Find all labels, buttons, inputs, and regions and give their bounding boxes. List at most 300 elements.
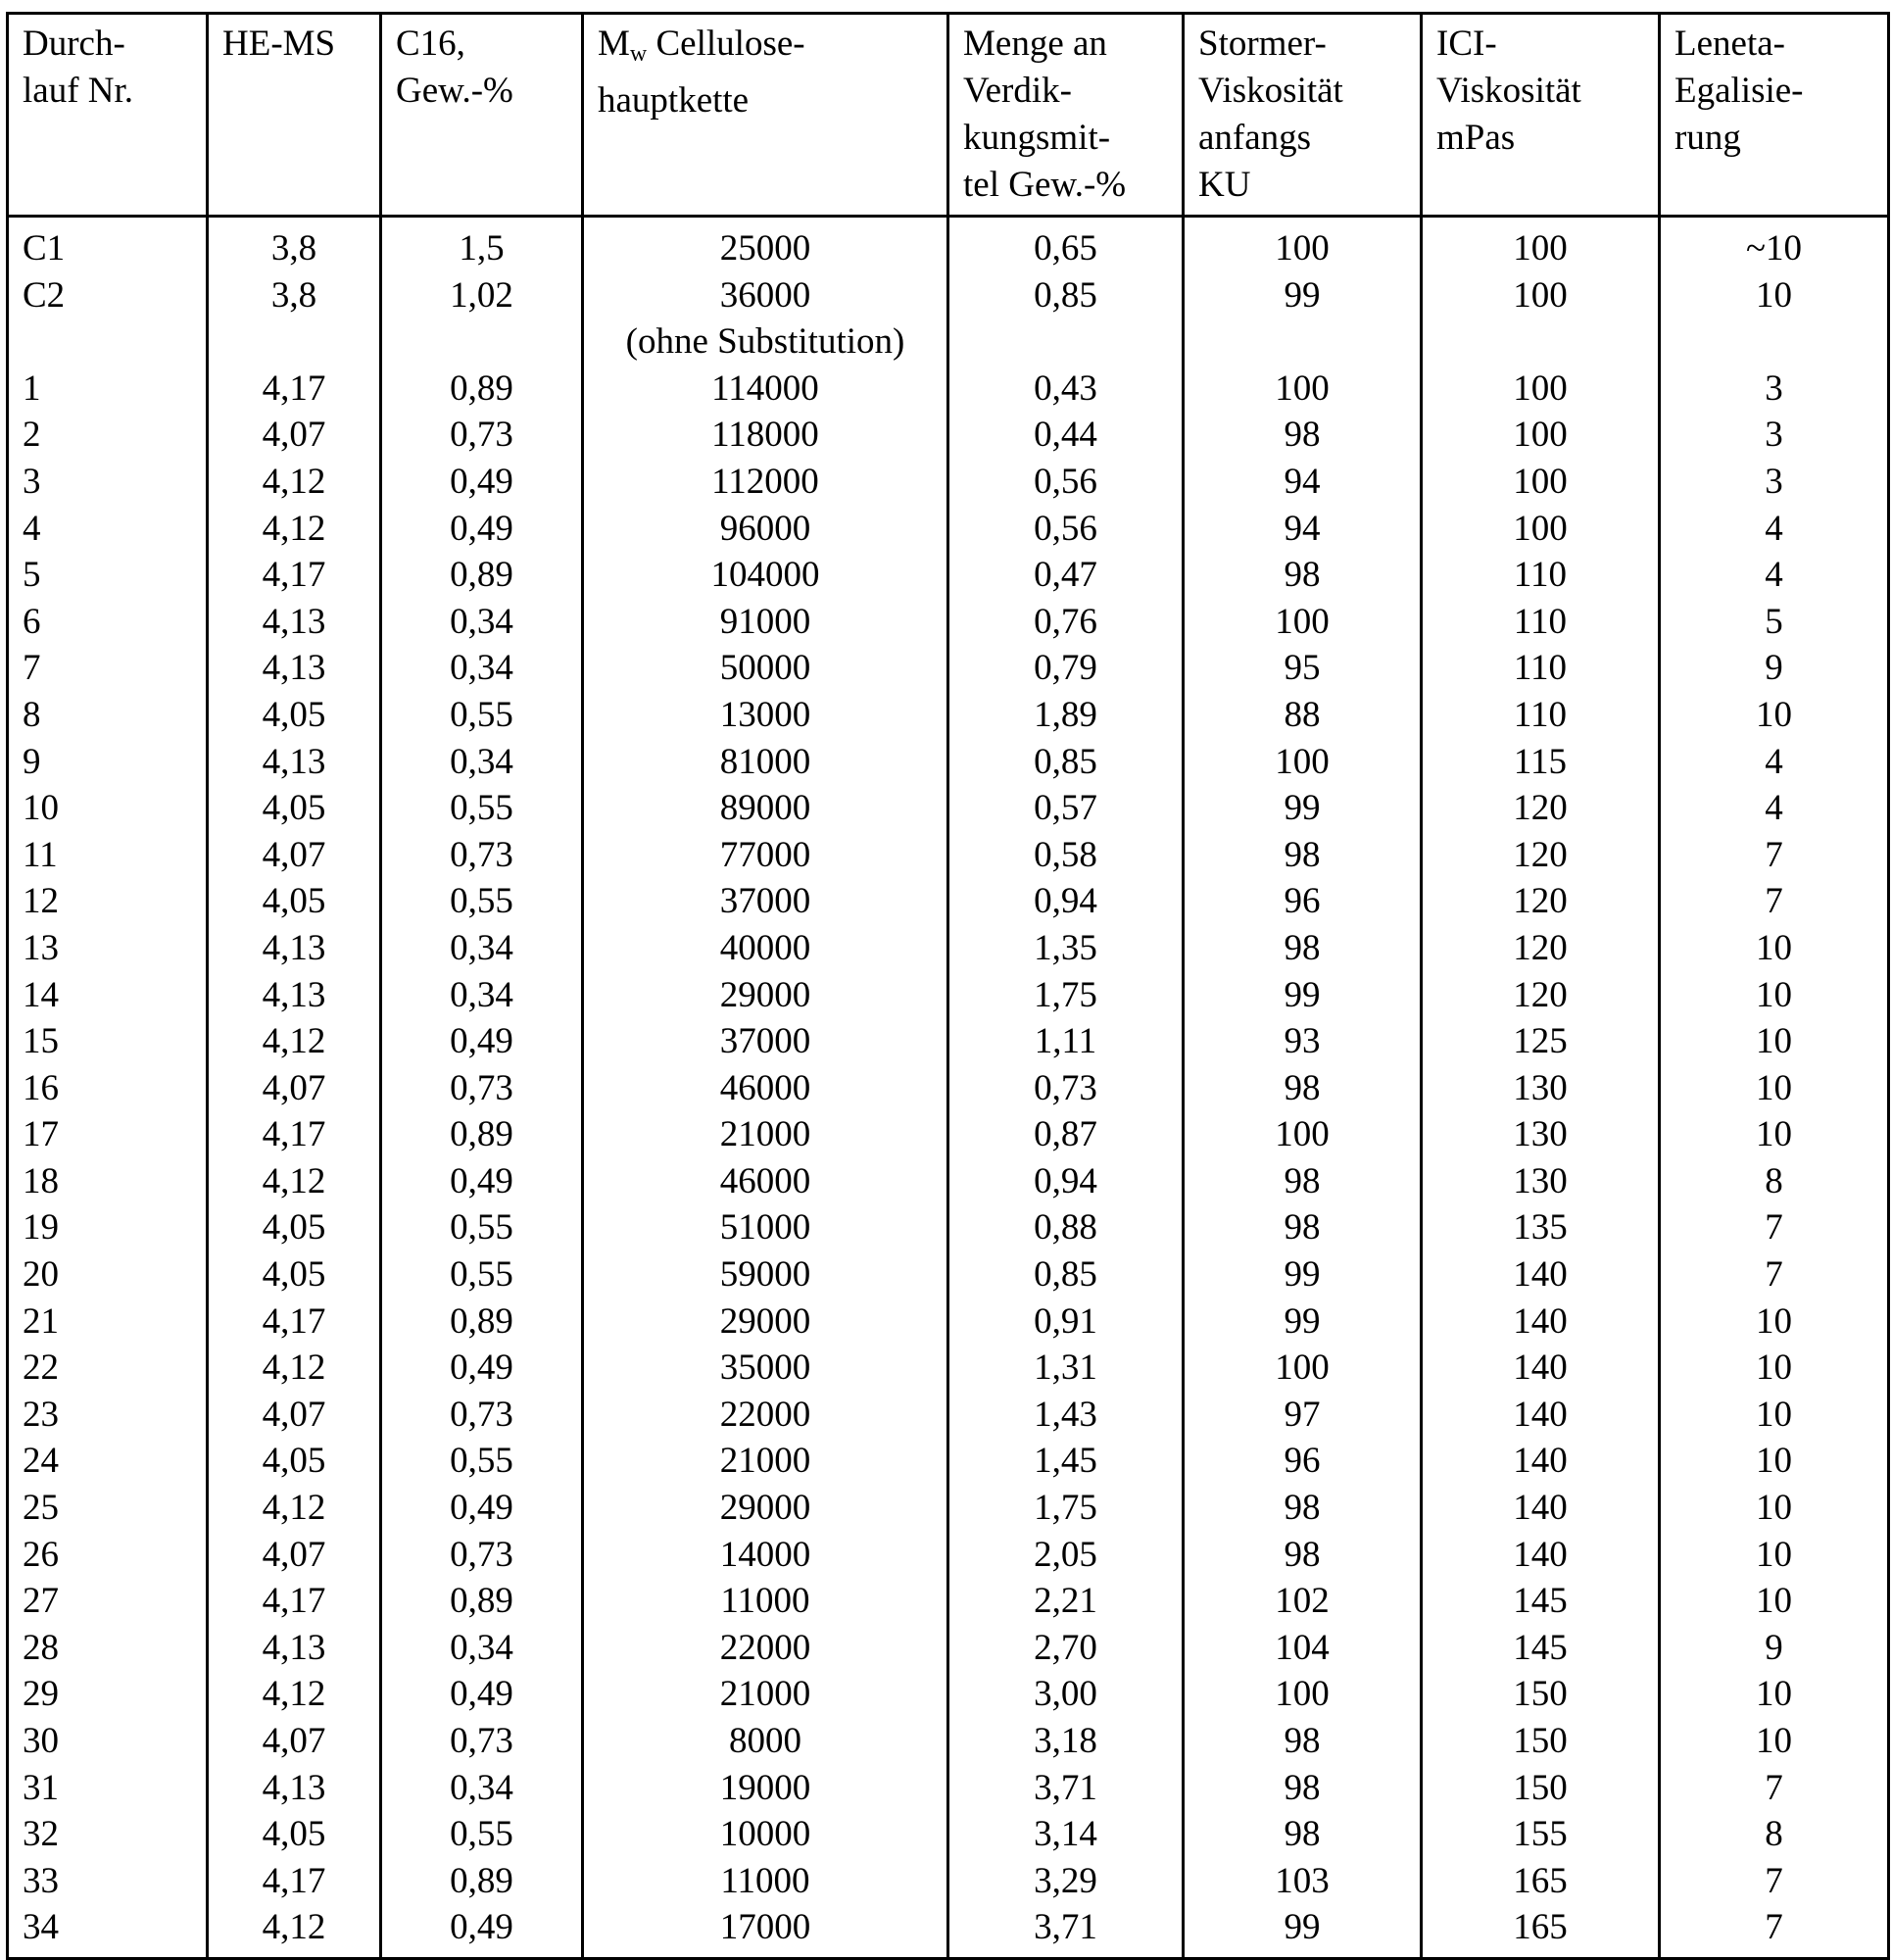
table-row (8, 1158, 1889, 1205)
cell-ici-viscosity: 165 (1422, 1904, 1660, 1958)
table-row (8, 459, 1889, 506)
cell-stormer-viscosity: 99 (1184, 1904, 1422, 1958)
cell-stormer-viscosity: 88 (1184, 692, 1422, 739)
cell-ici-viscosity: 125 (1422, 1018, 1660, 1065)
cell-he-ms: 4,05 (208, 1204, 381, 1251)
cell-mw-cellulose: 37000 (583, 1018, 948, 1065)
header-text: M (598, 24, 630, 64)
header-text: anfangs (1198, 118, 1312, 158)
cell-c16-wt: 0,49 (381, 459, 583, 506)
cell-thickener-amount (948, 318, 1184, 366)
table-row (8, 1392, 1889, 1439)
cell-leneta-leveling: 4 (1660, 785, 1889, 832)
cell-ici-viscosity: 140 (1422, 1392, 1660, 1439)
cell-c16-wt: 0,34 (381, 1765, 583, 1812)
header-row (8, 14, 1889, 217)
cell-stormer-viscosity: 96 (1184, 878, 1422, 925)
header-text: HE-MS (222, 24, 336, 64)
cell-c16-wt: 0,73 (381, 1065, 583, 1112)
cell-mw-cellulose: 35000 (583, 1345, 948, 1392)
cell-he-ms: 3,8 (208, 272, 381, 319)
cell-thickener-amount: 1,43 (948, 1392, 1184, 1439)
cell-he-ms: 4,07 (208, 1392, 381, 1439)
cell-he-ms (208, 318, 381, 366)
cell-mw-cellulose: 14000 (583, 1532, 948, 1579)
table-row (8, 972, 1889, 1019)
cell-c16-wt: 0,55 (381, 1811, 583, 1858)
cell-ici-viscosity: 110 (1422, 692, 1660, 739)
cell-c16-wt: 0,89 (381, 1111, 583, 1158)
cell-run-number: 13 (8, 925, 208, 972)
table-row (8, 925, 1889, 972)
cell-thickener-amount: 3,29 (948, 1858, 1184, 1905)
table-row (8, 1438, 1889, 1485)
cell-thickener-amount: 0,85 (948, 739, 1184, 786)
cell-thickener-amount: 0,57 (948, 785, 1184, 832)
cell-stormer-viscosity: 98 (1184, 1204, 1422, 1251)
cell-leneta-leveling: 10 (1660, 925, 1889, 972)
cell-thickener-amount: 0,87 (948, 1111, 1184, 1158)
cell-leneta-leveling: 9 (1660, 645, 1889, 692)
cell-thickener-amount: 0,47 (948, 552, 1184, 599)
cell-stormer-viscosity: 98 (1184, 925, 1422, 972)
cell-leneta-leveling: 4 (1660, 552, 1889, 599)
cell-run-number: 7 (8, 645, 208, 692)
cell-c16-wt: 0,89 (381, 552, 583, 599)
cell-stormer-viscosity: 93 (1184, 1018, 1422, 1065)
table-row (8, 318, 1889, 366)
cell-ici-viscosity: 140 (1422, 1298, 1660, 1346)
cell-he-ms: 4,07 (208, 1532, 381, 1579)
cell-leneta-leveling: 10 (1660, 1671, 1889, 1718)
table-row (8, 692, 1889, 739)
table-row (8, 645, 1889, 692)
cell-c16-wt: 0,49 (381, 1904, 583, 1958)
cell-c16-wt: 0,34 (381, 1625, 583, 1672)
cell-run-number (8, 318, 208, 366)
cell-mw-cellulose: 21000 (583, 1671, 948, 1718)
table-row (8, 1811, 1889, 1858)
cell-run-number: 14 (8, 972, 208, 1019)
cell-run-number: 1 (8, 366, 208, 413)
subscript-w: w (629, 41, 648, 67)
cell-run-number: 27 (8, 1578, 208, 1625)
cell-thickener-amount: 0,85 (948, 1251, 1184, 1298)
cell-thickener-amount: 1,89 (948, 692, 1184, 739)
cell-stormer-viscosity: 100 (1184, 739, 1422, 786)
cell-ici-viscosity: 115 (1422, 739, 1660, 786)
cell-stormer-viscosity: 98 (1184, 1811, 1422, 1858)
cell-stormer-viscosity: 100 (1184, 1111, 1422, 1158)
table-row (8, 272, 1889, 319)
cell-mw-cellulose: 104000 (583, 552, 948, 599)
header-text: Leneta- (1674, 24, 1785, 64)
cell-he-ms: 4,13 (208, 599, 381, 646)
cell-c16-wt: 0,49 (381, 506, 583, 553)
cell-stormer-viscosity: 98 (1184, 1532, 1422, 1579)
cell-leneta-leveling: 7 (1660, 1904, 1889, 1958)
cell-c16-wt: 0,49 (381, 1485, 583, 1532)
cell-c16-wt: 0,55 (381, 1251, 583, 1298)
cell-run-number: 32 (8, 1811, 208, 1858)
cell-he-ms: 4,05 (208, 1438, 381, 1485)
cell-leneta-leveling: 3 (1660, 412, 1889, 459)
cell-thickener-amount: 0,79 (948, 645, 1184, 692)
cell-thickener-amount: 0,73 (948, 1065, 1184, 1112)
cell-stormer-viscosity: 100 (1184, 217, 1422, 272)
cell-mw-cellulose: 22000 (583, 1625, 948, 1672)
cell-he-ms: 4,12 (208, 1345, 381, 1392)
cell-thickener-amount: 1,45 (948, 1438, 1184, 1485)
table-row (8, 1904, 1889, 1958)
cell-leneta-leveling: 7 (1660, 1204, 1889, 1251)
cell-he-ms: 4,05 (208, 1811, 381, 1858)
cell-mw-cellulose: 11000 (583, 1858, 948, 1905)
cell-ici-viscosity: 140 (1422, 1485, 1660, 1532)
table-header (8, 14, 1889, 217)
cell-leneta-leveling: 4 (1660, 506, 1889, 553)
cell-ici-viscosity: 150 (1422, 1765, 1660, 1812)
table-row (8, 506, 1889, 553)
cell-thickener-amount: 0,94 (948, 1158, 1184, 1205)
cell-he-ms: 4,05 (208, 1251, 381, 1298)
table-row (8, 1298, 1889, 1346)
cell-stormer-viscosity: 98 (1184, 1718, 1422, 1765)
cell-mw-cellulose: 19000 (583, 1765, 948, 1812)
cell-ici-viscosity: 140 (1422, 1532, 1660, 1579)
cell-he-ms: 4,13 (208, 1625, 381, 1672)
cell-mw-cellulose: 51000 (583, 1204, 948, 1251)
cell-run-number: 11 (8, 832, 208, 879)
cell-c16-wt: 0,34 (381, 972, 583, 1019)
cell-stormer-viscosity: 99 (1184, 785, 1422, 832)
cell-thickener-amount: 0,88 (948, 1204, 1184, 1251)
cell-c16-wt: 0,49 (381, 1018, 583, 1065)
cell-ici-viscosity: 120 (1422, 832, 1660, 879)
header-text: Stormer- (1198, 24, 1327, 64)
cell-he-ms: 4,05 (208, 692, 381, 739)
cell-ici-viscosity: 120 (1422, 878, 1660, 925)
cell-he-ms: 4,17 (208, 366, 381, 413)
cell-thickener-amount: 1,35 (948, 925, 1184, 972)
cell-leneta-leveling: 7 (1660, 1251, 1889, 1298)
cell-leneta-leveling: 3 (1660, 459, 1889, 506)
cell-stormer-viscosity: 98 (1184, 1485, 1422, 1532)
cell-c16-wt: 0,49 (381, 1158, 583, 1205)
cell-he-ms: 4,07 (208, 1718, 381, 1765)
cell-mw-cellulose: 29000 (583, 972, 948, 1019)
table-row (8, 552, 1889, 599)
cell-thickener-amount: 1,11 (948, 1018, 1184, 1065)
cell-he-ms: 4,12 (208, 459, 381, 506)
cell-ici-viscosity: 150 (1422, 1718, 1660, 1765)
header-text: lauf Nr. (23, 71, 134, 111)
cell-mw-cellulose: 29000 (583, 1485, 948, 1532)
cell-leneta-leveling: 10 (1660, 1298, 1889, 1346)
cell-ici-viscosity (1422, 318, 1660, 366)
cell-ici-viscosity: 100 (1422, 366, 1660, 413)
cell-leneta-leveling: 10 (1660, 972, 1889, 1019)
cell-c16-wt: 0,55 (381, 692, 583, 739)
cell-c16-wt: 0,34 (381, 739, 583, 786)
table-row (8, 739, 1889, 786)
cell-he-ms: 4,17 (208, 552, 381, 599)
cell-leneta-leveling: 7 (1660, 878, 1889, 925)
cell-leneta-leveling: 3 (1660, 366, 1889, 413)
cell-ici-viscosity: 120 (1422, 785, 1660, 832)
cell-run-number: 33 (8, 1858, 208, 1905)
cell-thickener-amount: 1,75 (948, 972, 1184, 1019)
cell-he-ms: 4,05 (208, 785, 381, 832)
table-row (8, 785, 1889, 832)
cell-leneta-leveling: 10 (1660, 1485, 1889, 1532)
table-row (8, 412, 1889, 459)
header-text: rung (1674, 118, 1741, 158)
cell-stormer-viscosity: 94 (1184, 459, 1422, 506)
cell-ici-viscosity: 100 (1422, 459, 1660, 506)
header-he-ms (208, 14, 381, 217)
cell-mw-cellulose: 13000 (583, 692, 948, 739)
cell-stormer-viscosity: 100 (1184, 1671, 1422, 1718)
cell-ici-viscosity: 120 (1422, 972, 1660, 1019)
cell-he-ms: 4,17 (208, 1578, 381, 1625)
table-row (8, 1625, 1889, 1672)
cell-stormer-viscosity: 96 (1184, 1438, 1422, 1485)
cell-mw-cellulose: 37000 (583, 878, 948, 925)
cell-stormer-viscosity (1184, 318, 1422, 366)
cell-he-ms: 4,12 (208, 1671, 381, 1718)
cell-leneta-leveling: 10 (1660, 1392, 1889, 1439)
cell-c16-wt: 0,89 (381, 1578, 583, 1625)
cell-mw-cellulose: 112000 (583, 459, 948, 506)
cell-stormer-viscosity: 99 (1184, 1251, 1422, 1298)
cell-thickener-amount: 1,75 (948, 1485, 1184, 1532)
table-row (8, 1204, 1889, 1251)
header-text: KU (1198, 165, 1251, 205)
cell-ici-viscosity: 145 (1422, 1625, 1660, 1672)
cell-thickener-amount: 0,56 (948, 459, 1184, 506)
cell-c16-wt: 0,34 (381, 645, 583, 692)
header-text: mPas (1436, 118, 1516, 158)
cell-he-ms: 4,07 (208, 1065, 381, 1112)
cell-mw-cellulose: 77000 (583, 832, 948, 879)
cell-mw-cellulose: 50000 (583, 645, 948, 692)
cell-he-ms: 4,12 (208, 1904, 381, 1958)
cell-leneta-leveling: 10 (1660, 1345, 1889, 1392)
cell-run-number: 28 (8, 1625, 208, 1672)
cell-he-ms: 4,05 (208, 878, 381, 925)
cell-run-number: 23 (8, 1392, 208, 1439)
table-row (8, 1018, 1889, 1065)
cell-run-number: 34 (8, 1904, 208, 1958)
cell-mw-cellulose: 21000 (583, 1111, 948, 1158)
cell-ici-viscosity: 155 (1422, 1811, 1660, 1858)
cell-stormer-viscosity: 98 (1184, 832, 1422, 879)
cell-mw-cellulose: 59000 (583, 1251, 948, 1298)
cell-mw-cellulose: 40000 (583, 925, 948, 972)
table-row (8, 599, 1889, 646)
cell-thickener-amount: 3,71 (948, 1765, 1184, 1812)
cell-c16-wt: 0,73 (381, 1532, 583, 1579)
cell-stormer-viscosity: 98 (1184, 552, 1422, 599)
header-text: Menge an (963, 24, 1107, 64)
cell-run-number: 12 (8, 878, 208, 925)
cell-leneta-leveling: 10 (1660, 1718, 1889, 1765)
header-text: Cellulose- (647, 24, 805, 64)
cell-ici-viscosity: 120 (1422, 925, 1660, 972)
cell-thickener-amount: 0,43 (948, 366, 1184, 413)
cell-c16-wt: 0,55 (381, 878, 583, 925)
cell-leneta-leveling: 10 (1660, 1532, 1889, 1579)
cell-run-number: 19 (8, 1204, 208, 1251)
cell-run-number: C1 (8, 217, 208, 272)
cell-leneta-leveling: 8 (1660, 1158, 1889, 1205)
cell-stormer-viscosity: 100 (1184, 1345, 1422, 1392)
cell-he-ms: 4,12 (208, 1018, 381, 1065)
cell-run-number: 29 (8, 1671, 208, 1718)
cell-c16-wt: 0,34 (381, 925, 583, 972)
cell-mw-cellulose: 114000 (583, 366, 948, 413)
cell-he-ms: 4,17 (208, 1298, 381, 1346)
cell-thickener-amount: 0,44 (948, 412, 1184, 459)
cell-stormer-viscosity: 95 (1184, 645, 1422, 692)
table-row (8, 878, 1889, 925)
cell-leneta-leveling: 10 (1660, 692, 1889, 739)
cell-c16-wt: 0,55 (381, 1204, 583, 1251)
header-leneta-leveling (1660, 14, 1889, 217)
table-row (8, 1345, 1889, 1392)
cell-c16-wt: 0,73 (381, 832, 583, 879)
cell-leneta-leveling: 8 (1660, 1811, 1889, 1858)
cell-run-number: 21 (8, 1298, 208, 1346)
cell-leneta-leveling: 10 (1660, 272, 1889, 319)
cell-stormer-viscosity: 99 (1184, 272, 1422, 319)
cell-stormer-viscosity: 102 (1184, 1578, 1422, 1625)
cell-leneta-leveling: 4 (1660, 739, 1889, 786)
cell-c16-wt: 0,89 (381, 366, 583, 413)
cell-stormer-viscosity: 103 (1184, 1858, 1422, 1905)
header-text: ICI- (1436, 24, 1497, 64)
cell-mw-cellulose: (ohne Substitution) (583, 318, 948, 366)
cell-he-ms: 4,13 (208, 972, 381, 1019)
cell-leneta-leveling: ~10 (1660, 217, 1889, 272)
cell-mw-cellulose: 91000 (583, 599, 948, 646)
cell-run-number: 24 (8, 1438, 208, 1485)
cell-run-number: 6 (8, 599, 208, 646)
cell-ici-viscosity: 165 (1422, 1858, 1660, 1905)
cell-thickener-amount: 2,05 (948, 1532, 1184, 1579)
cell-ici-viscosity: 140 (1422, 1345, 1660, 1392)
cell-leneta-leveling (1660, 318, 1889, 366)
header-stormer-viscosity (1184, 14, 1422, 217)
table-row (8, 1578, 1889, 1625)
table-row (8, 1111, 1889, 1158)
cell-mw-cellulose: 89000 (583, 785, 948, 832)
cell-ici-viscosity: 110 (1422, 552, 1660, 599)
table-row (8, 1765, 1889, 1812)
cell-he-ms: 4,13 (208, 925, 381, 972)
cell-mw-cellulose: 17000 (583, 1904, 948, 1958)
cell-thickener-amount: 0,58 (948, 832, 1184, 879)
header-mw-cellulose (583, 14, 948, 217)
header-ici-viscosity (1422, 14, 1660, 217)
cell-mw-cellulose: 29000 (583, 1298, 948, 1346)
cell-c16-wt: 0,34 (381, 599, 583, 646)
cell-ici-viscosity: 100 (1422, 217, 1660, 272)
cell-stormer-viscosity: 99 (1184, 972, 1422, 1019)
cell-mw-cellulose: 96000 (583, 506, 948, 553)
cell-leneta-leveling: 7 (1660, 832, 1889, 879)
cell-mw-cellulose: 11000 (583, 1578, 948, 1625)
cell-thickener-amount: 0,94 (948, 878, 1184, 925)
table-row (8, 1718, 1889, 1765)
cell-ici-viscosity: 130 (1422, 1065, 1660, 1112)
cell-c16-wt: 0,89 (381, 1858, 583, 1905)
cell-c16-wt: 0,89 (381, 1298, 583, 1346)
cell-thickener-amount: 0,85 (948, 272, 1184, 319)
cell-run-number: 25 (8, 1485, 208, 1532)
header-text: C16, (396, 24, 465, 64)
cell-run-number: 22 (8, 1345, 208, 1392)
table-row (8, 1251, 1889, 1298)
cell-c16-wt (381, 318, 583, 366)
cell-run-number: 3 (8, 459, 208, 506)
cell-thickener-amount: 3,00 (948, 1671, 1184, 1718)
cell-mw-cellulose: 81000 (583, 739, 948, 786)
table-row (8, 1671, 1889, 1718)
cell-run-number: 5 (8, 552, 208, 599)
cell-run-number: 26 (8, 1532, 208, 1579)
cell-he-ms: 4,17 (208, 1858, 381, 1905)
cell-stormer-viscosity: 94 (1184, 506, 1422, 553)
header-text: Egalisie- (1674, 71, 1804, 111)
cell-mw-cellulose: 46000 (583, 1065, 948, 1112)
cell-he-ms: 4,13 (208, 739, 381, 786)
cell-mw-cellulose: 8000 (583, 1718, 948, 1765)
cell-ici-viscosity: 110 (1422, 599, 1660, 646)
cell-stormer-viscosity: 98 (1184, 1765, 1422, 1812)
cell-ici-viscosity: 100 (1422, 412, 1660, 459)
header-text: hauptkette (598, 80, 750, 121)
cell-mw-cellulose: 21000 (583, 1438, 948, 1485)
cell-thickener-amount: 0,56 (948, 506, 1184, 553)
table-row (8, 366, 1889, 413)
cell-he-ms: 4,12 (208, 506, 381, 553)
cell-thickener-amount: 2,21 (948, 1578, 1184, 1625)
cell-ici-viscosity: 145 (1422, 1578, 1660, 1625)
cell-he-ms: 4,12 (208, 1485, 381, 1532)
cell-leneta-leveling: 10 (1660, 1065, 1889, 1112)
cell-thickener-amount: 3,18 (948, 1718, 1184, 1765)
header-run-number (8, 14, 208, 217)
header-text: Durch- (23, 24, 125, 64)
cell-he-ms: 4,07 (208, 832, 381, 879)
cell-mw-cellulose: 118000 (583, 412, 948, 459)
cell-stormer-viscosity: 100 (1184, 366, 1422, 413)
cell-leneta-leveling: 10 (1660, 1438, 1889, 1485)
header-c16-wt (381, 14, 583, 217)
cell-stormer-viscosity: 98 (1184, 1065, 1422, 1112)
cell-c16-wt: 0,73 (381, 1392, 583, 1439)
cell-thickener-amount: 0,76 (948, 599, 1184, 646)
cell-run-number: 20 (8, 1251, 208, 1298)
cell-run-number: 9 (8, 739, 208, 786)
cell-c16-wt: 0,73 (381, 1718, 583, 1765)
cell-leneta-leveling: 5 (1660, 599, 1889, 646)
table-row (8, 832, 1889, 879)
table-row (8, 1532, 1889, 1579)
cell-run-number: C2 (8, 272, 208, 319)
